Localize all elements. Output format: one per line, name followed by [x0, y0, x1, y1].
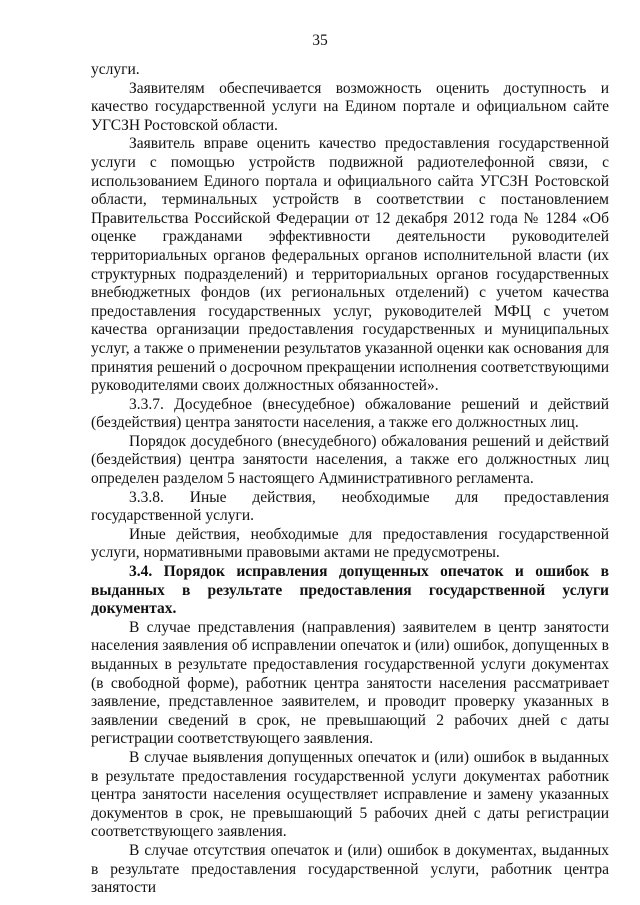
paragraph: Заявителям обеспечивается возможность оценить доступность и качество государственной услуги на Едином портале и официальном сайте УГСЗН Ростовской области. — [91, 79, 609, 134]
paragraph: В случае представления (направления) заявителем в центр занятости населения заявления об исправлении опечаток и (или) ошибок, допущенных в выданных в результате предоставления государственной услуги документах (в свободной форме), работник центра занятости населения рассматривает заявление, представленное заявителем, и проводит проверку указанных в заявлении сведений в срок, не превышающий 2 рабочих дней с даты регистрации соответствующего заявления. — [91, 618, 609, 748]
paragraph: В случае отсутствия опечаток и (или) ошибок в документах, выданных в результате предоставления государственной услуги, работник центра занятости — [91, 841, 609, 897]
section-paragraph: 3.3.7. Досудебное (внесудебное) обжалование решений и действий (бездействия) центра занятости населения, а также его должностных лиц. — [91, 395, 609, 432]
section-paragraph: 3.3.8. Иные действия, необходимые для предоставления государственной услуги. — [91, 488, 609, 525]
paragraph: услуги. — [91, 61, 140, 78]
paragraph: Порядок досудебного (внесудебного) обжалования решений и действий (бездействия) центра занятости населения, а также его должностных лиц определен разделом 5 настоящего Административного регламента. — [91, 432, 609, 488]
paragraph: В случае выявления допущенных опечаток и (или) ошибок в выданных в результате предоставления государственной услуги документах работник центра занятости населения осуществляет исправление и замену указанных документов в срок, не превышающий 5 рабочих дней с даты регистрации соответствующего заявления. — [91, 748, 609, 841]
paragraph: Заявитель вправе оценить качество предоставления государственной услуги с помощью устройств подвижной радиотелефонной связи, с использованием Единого портала и официального сайта УГСЗН Ростовской области, терминальных устройств в соответствии с постановлением Правительства Российской Федерации от 12 декабря 2012 года № 1284 «Об оценке гражданами эффективности деятельности руководителей территориальных органов федеральных органов исполнительной власти (их структурных подразделений) и территориальных органов государственных внебюджетных фондов (их региональных отделений) с учетом качества предоставления государственных услуг, руководителей МФЦ с учетом качества организации предоставления государственных и муниципальных услуг, а также о применении результатов указанной оценки как основания для принятия решений о досрочном прекращении исполнения соответствующими руководителями своих должностных обязанностей». — [91, 135, 609, 395]
page-number: 35 — [312, 32, 328, 49]
paragraph: Иные действия, необходимые для предоставления государственной услуги, нормативными правовыми актами не предусмотрены. — [91, 525, 609, 562]
section-heading: 3.4. Порядок исправления допущенных опечаток и ошибок в выданных в результате предоставления государственной услуги документах. — [91, 563, 609, 618]
document-body — [91, 61, 609, 898]
